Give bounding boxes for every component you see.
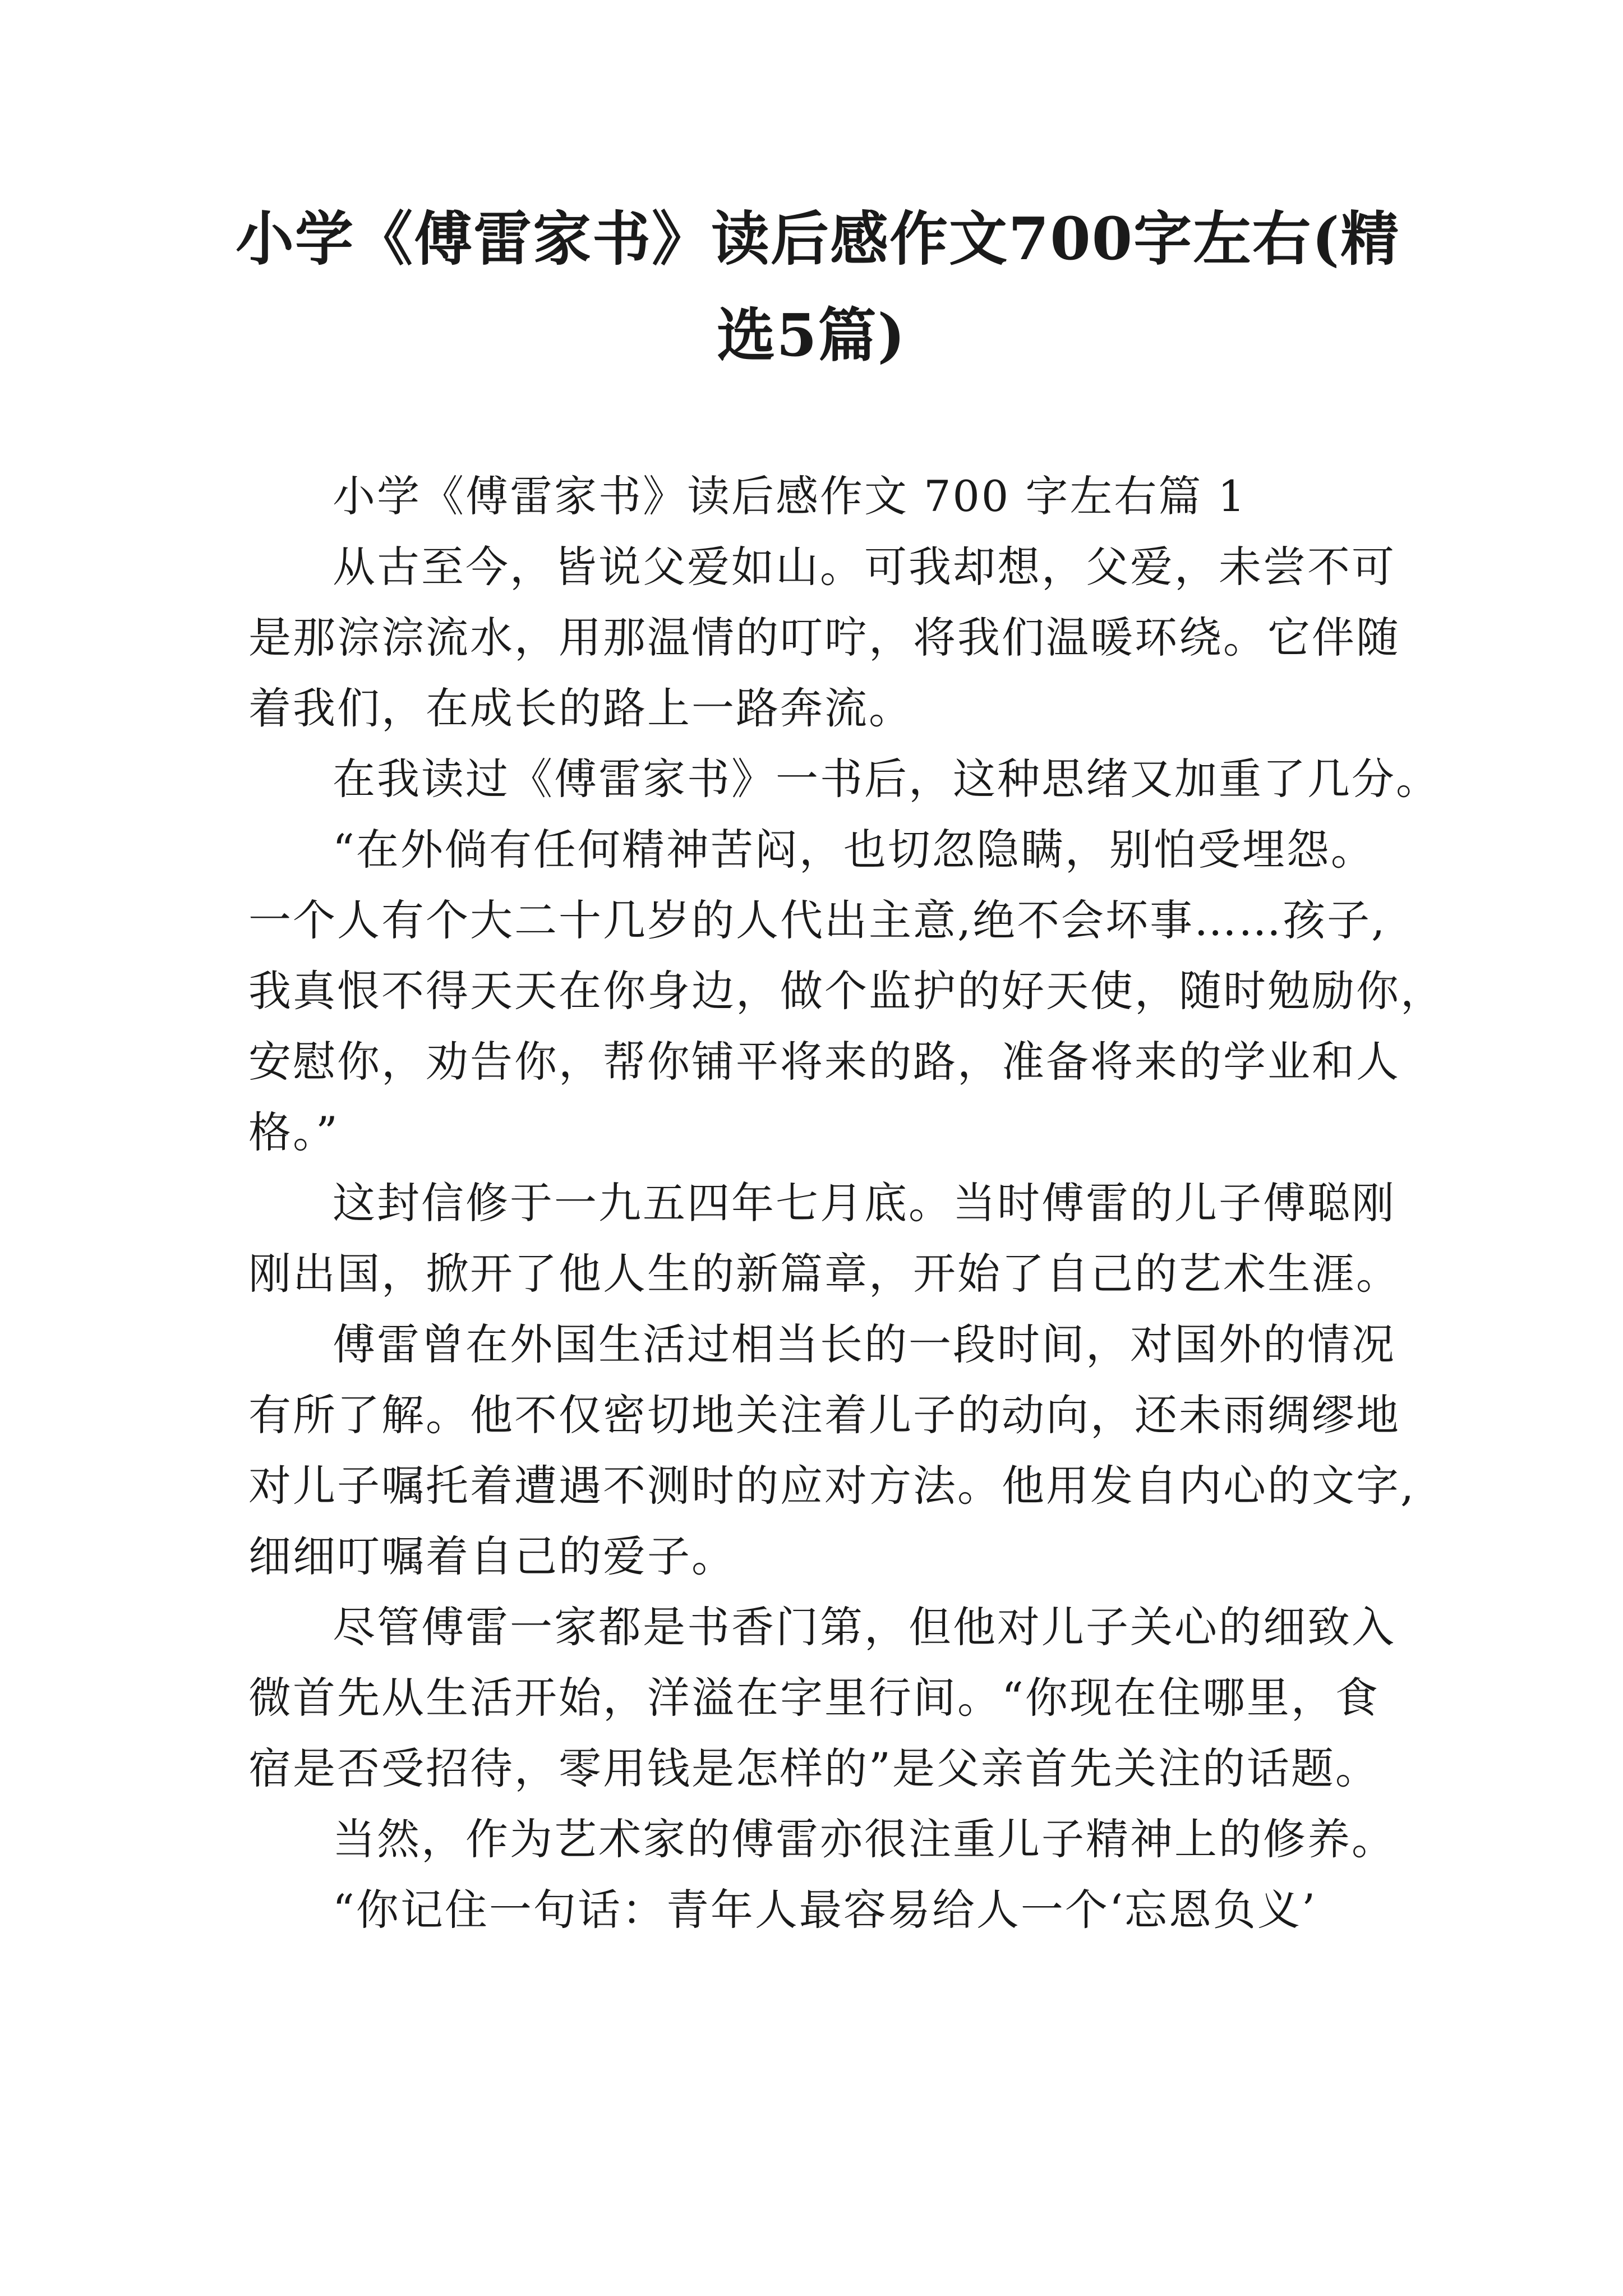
- body-line: 着我们，在成长的路上一路奔流。: [248, 683, 913, 733]
- body-line: 小学《傅雷家书》读后感作文 700 字左右篇 1: [333, 471, 1247, 521]
- document-body: [248, 461, 1445, 1945]
- body-line: 刚出国，掀开了他人生的新篇章，开始了自己的艺术生涯。: [248, 1249, 1400, 1299]
- body-line: 安慰你，劝告你，帮你铺平将来的路，准备将来的学业和人: [248, 1037, 1400, 1087]
- body-line: 尽管傅雷一家都是书香门第，但他对儿子关心的细致入: [333, 1602, 1396, 1652]
- body-line: 对儿子嘱托着遭遇不测时的应对方法。他用发自内心的文字,: [248, 1461, 1416, 1511]
- body-line: “你记住一句话：青年人最容易给人一个‘忘恩负义’: [333, 1885, 1317, 1935]
- title-line-1: 小学《傅雷家书》读后感作文700字左右(精: [236, 204, 1400, 273]
- document-title: [236, 191, 1400, 384]
- body-line: 格。”: [248, 1107, 339, 1157]
- body-line: 这封信修于一九五四年七月底。当时傅雷的儿子傅聪刚: [333, 1178, 1396, 1228]
- body-line: 从古至今，皆说父爱如山。可我却想，父爱，未尝不可: [333, 542, 1396, 592]
- body-line: “在外倘有任何精神苦闷，也切忽隐瞒，别怕受埋怨。: [333, 825, 1375, 875]
- body-line: 傅雷曾在外国生活过相当长的一段时间，对国外的情况: [333, 1319, 1396, 1369]
- body-line: 一个人有个大二十几岁的人代出主意,绝不会坏事……孩子,: [248, 895, 1387, 945]
- body-line: 我真恨不得天天在你身边，做个监护的好天使，随时勉励你，: [248, 966, 1445, 1016]
- body-line: 是那淙淙流水，用那温情的叮咛，将我们温暖环绕。它伴随: [248, 613, 1400, 662]
- body-line: 在我读过《傅雷家书》一书后，这种思绪又加重了几分。: [333, 754, 1440, 804]
- title-line-2: 选5篇): [717, 301, 906, 370]
- body-line: 宿是否受招待，零用钱是怎样的”是父亲首先关注的话题。: [248, 1743, 1380, 1793]
- body-line: 微首先从生活开始，洋溢在字里行间。“你现在住哪里，食: [248, 1673, 1380, 1723]
- body-line: 当然，作为艺术家的傅雷亦很注重儿子精神上的修养。: [333, 1814, 1396, 1864]
- body-line: 细细叮嘱着自己的爱子。: [248, 1531, 736, 1581]
- body-line: 有所了解。他不仅密切地关注着儿子的动向，还未雨绸缪地: [248, 1390, 1400, 1440]
